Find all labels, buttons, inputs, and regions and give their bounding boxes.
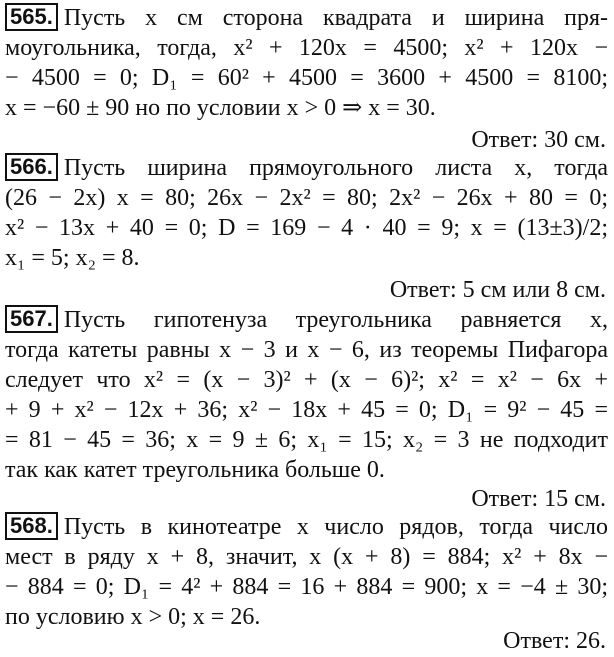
problem-line: = 81 − 45 = 36; x = 9 ± 6; x₁ = 15; x₂ = 3 не подходит (5, 427, 608, 453)
answer: Ответ: 30 см. (471, 127, 606, 153)
problem-text: Пусть гипотенуза треугольника равняется x, (63, 307, 608, 333)
problem-line: + 9 + x² − 12x + 36; x² − 18x + 45 = 0; D₁ = 9² − 45 = (5, 397, 608, 423)
answer: Ответ: 15 см. (471, 486, 606, 512)
problem-line: моугольника, тогда, x² + 120x = 4500; x² + 120x − (5, 35, 608, 61)
problem-line: следует что x² = (x − 3)² + (x − 6)²; x² = x² − 6x + (5, 367, 608, 393)
problem-line (5, 3, 608, 33)
problem-line: x₁ = 5; x₂ = 8. (5, 245, 140, 271)
problem-text: Пусть x см сторона квадрата и ширина пря- (63, 5, 608, 31)
problem-number: 566. (5, 153, 58, 181)
problem-line: x² − 13x + 40 = 0; D = 169 − 4 · 40 = 9; x = (13±3)/2; (5, 215, 608, 241)
problem-line (5, 305, 608, 335)
problem-line: так как катет треугольника больше 0. (5, 457, 385, 483)
answer: Ответ: 5 см или 8 см. (389, 277, 606, 303)
problem-line: мест в ряду x + 8, значит, x (x + 8) = 884; x² + 8x − (5, 544, 608, 570)
problem-line: − 4500 = 0; D₁ = 60² + 4500 = 3600 + 4500 = 8100; (5, 65, 608, 91)
problem-line: по условию x > 0; x = 26. (5, 604, 261, 630)
problem-line: тогда катеты равны x − 3 и x − 6, из теоремы Пифагора (5, 337, 608, 363)
problem-number: 565. (5, 3, 58, 31)
problem-number: 567. (5, 305, 58, 333)
problem-line: − 884 = 0; D₁ = 4² + 884 = 16 + 884 = 900; x = −4 ± 30; (5, 574, 608, 600)
problem-line: x = −60 ± 90 но по условии x > 0 ⇒ x = 30. (5, 95, 436, 121)
answer: Ответ: 26. (503, 628, 606, 654)
problem-line (5, 153, 608, 183)
problem-number: 568. (5, 512, 58, 540)
problem-text: Пусть ширина прямоугольного листа x, тогда (63, 155, 608, 181)
problem-line: (26 − 2x) x = 80; 26x − 2x² = 80; 2x² − 26x + 80 = 0; (5, 185, 608, 211)
problem-line (5, 512, 608, 542)
problem-text: Пусть в кинотеатре x число рядов, тогда число (63, 514, 608, 540)
